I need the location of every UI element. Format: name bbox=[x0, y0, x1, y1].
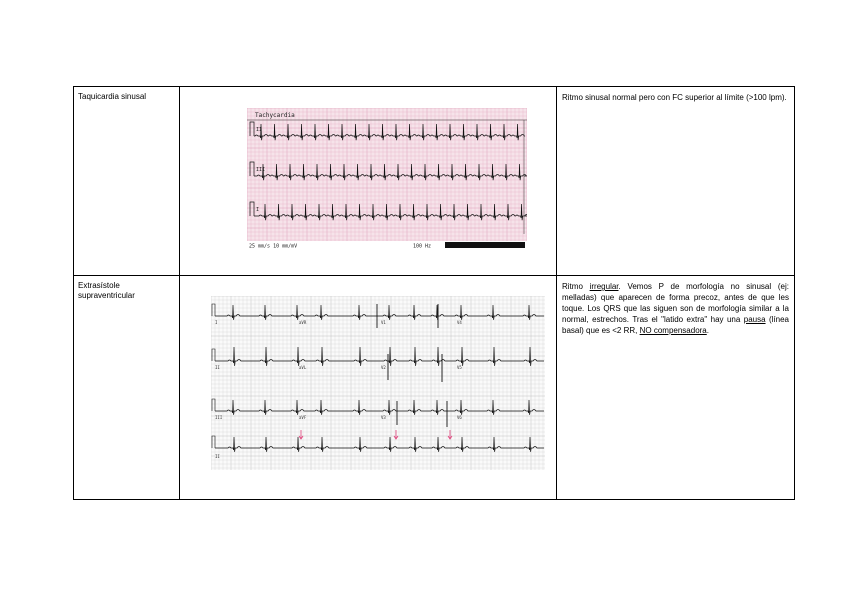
ecg-footer-right: 100 Hz bbox=[413, 243, 432, 249]
desc-irregular: irregular bbox=[589, 282, 619, 291]
lead-label: II bbox=[256, 127, 263, 133]
desc-text: . Vemos P de morfología no sinusal (ej: melladas) que aparecen de forma precoz, antes de que les toque. Los QRS que las siguen son de morfología similar a la normal, estrechos. Tras el "latido extra" hay una bbox=[562, 282, 789, 324]
ecg-image-cell bbox=[180, 276, 557, 500]
lead-label: aVF bbox=[299, 415, 307, 420]
lead-label: III bbox=[256, 167, 266, 173]
lead-label: V6 bbox=[457, 415, 462, 420]
lead-label: V4 bbox=[457, 320, 462, 325]
desc-pausa: pausa bbox=[743, 315, 766, 324]
ecg-footer-left: 25 mm/s 10 mm/mV bbox=[249, 243, 298, 249]
ecg-tachycardia-strip bbox=[247, 108, 527, 249]
desc-text: (línea basal) que es <2 RR, bbox=[562, 315, 790, 335]
ecg-image-cell bbox=[180, 87, 557, 276]
desc-text: Ritmo bbox=[562, 282, 590, 291]
desc-text: . bbox=[706, 326, 709, 335]
lead-label: V2 bbox=[381, 365, 386, 370]
rhythm-name: Taquicardia sinusal bbox=[74, 87, 180, 276]
lead-label: V3 bbox=[381, 415, 386, 420]
desc-no-compensadora: NO compensadora bbox=[639, 326, 707, 335]
rhythm-name: Extrasístole supraventricular bbox=[74, 276, 180, 500]
lead-label: V1 bbox=[381, 320, 386, 325]
lead-label: I bbox=[215, 320, 218, 325]
table-row bbox=[74, 276, 795, 500]
lead-label: I bbox=[256, 207, 260, 213]
ecg-footer-bar bbox=[445, 242, 525, 248]
lead-label: aVR bbox=[299, 320, 307, 325]
ecg-extrasystole-12lead bbox=[211, 296, 545, 470]
rhythm-description: Ritmo sinusal normal pero con FC superior al límite (>100 lpm). bbox=[557, 87, 795, 276]
lead-label: II bbox=[215, 365, 220, 370]
lead-label: aVL bbox=[299, 365, 307, 370]
table-row bbox=[74, 87, 795, 276]
ecg-header-text: Tachycardia bbox=[255, 112, 295, 119]
rhythm-description bbox=[557, 276, 795, 500]
ecg-table bbox=[73, 86, 795, 500]
lead-label: III bbox=[215, 415, 223, 420]
lead-label: II bbox=[215, 454, 220, 459]
lead-label: V5 bbox=[457, 365, 462, 370]
